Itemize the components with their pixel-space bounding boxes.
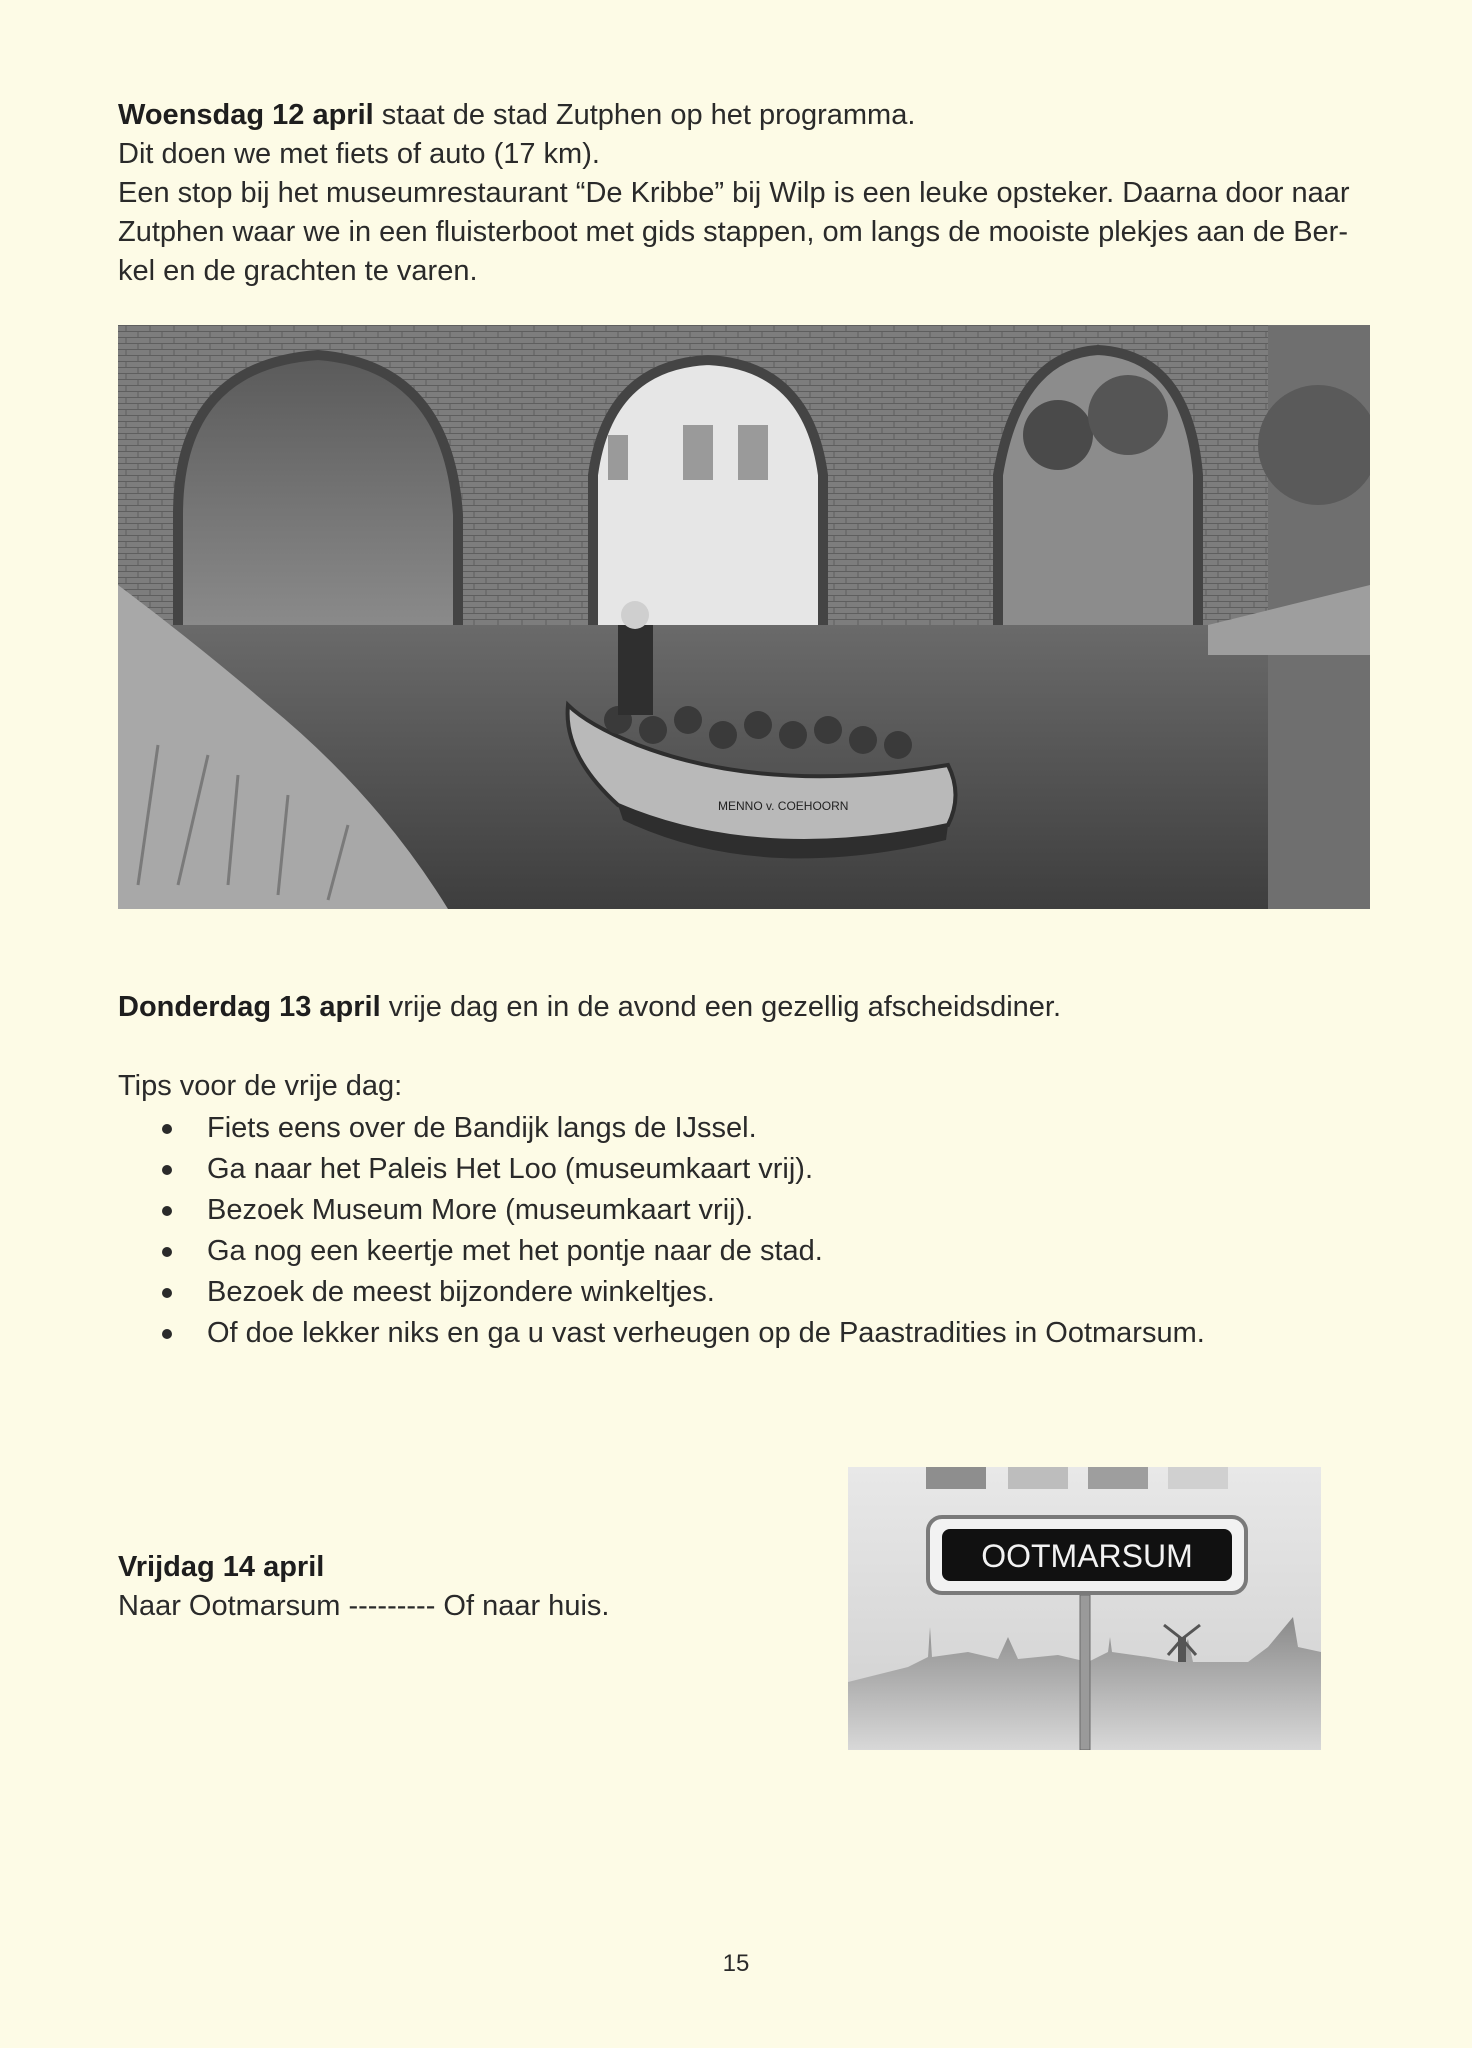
intro-line-1-text: staat de stad Zutphen op het programma.	[373, 99, 916, 131]
tips-section	[118, 1067, 1388, 1354]
tip-item: Ga nog een keertje met het pontje naar de stad.	[118, 1231, 1388, 1272]
intro-line-2: Dit doen we met fiets of auto (17 km).	[118, 138, 600, 170]
donderdag-paragraph	[118, 988, 1388, 1027]
tip-item: Fiets eens over de Bandijk langs de IJssel.	[118, 1108, 1388, 1149]
vrijdag-text: Naar Ootmarsum --------- Of naar huis.	[118, 1590, 610, 1622]
tip-item: Of doe lekker niks en ga u vast verheugen op de Paastradities in Ootmarsum.	[118, 1313, 1388, 1354]
page-number: 15	[722, 1950, 750, 1977]
day-woensdag: Woensdag 12 april	[118, 99, 374, 131]
tips-list	[118, 1108, 1388, 1354]
tip-item: Ga naar het Paleis Het Loo (museumkaart vrij).	[118, 1149, 1388, 1190]
ootmarsum-sign-image	[848, 1467, 1321, 1750]
intro-line-5: kel en de grachten te varen.	[118, 255, 478, 287]
tip-item: Bezoek Museum More (museumkaart vrij).	[118, 1190, 1388, 1231]
tip-item: Bezoek de meest bijzondere winkeltjes.	[118, 1272, 1388, 1313]
intro-paragraph	[118, 96, 1388, 291]
ootmarsum-sign-text: OOTMARSUM	[981, 1538, 1193, 1574]
day-vrijdag: Vrijdag 14 april	[118, 1551, 325, 1583]
tips-heading: Tips voor de vrije dag:	[118, 1070, 403, 1102]
intro-line-4: Zutphen waar we in een fluisterboot met gids stappen, om langs de mooiste plekjes aan de Ber-	[118, 216, 1348, 248]
zutphen-bridge-photo	[118, 325, 1370, 909]
intro-line-3: Een stop bij het museumrestaurant “De Kribbe” bij Wilp is een leuke opsteker. Daarna door naar	[118, 177, 1350, 209]
day-donderdag: Donderdag 13 april	[118, 991, 381, 1023]
donderdag-text: vrije dag en in de avond een gezellig afscheidsdiner.	[380, 991, 1062, 1023]
boat-name: MENNO v. COEHOORN	[718, 799, 849, 813]
intro-line-1	[118, 96, 1388, 135]
